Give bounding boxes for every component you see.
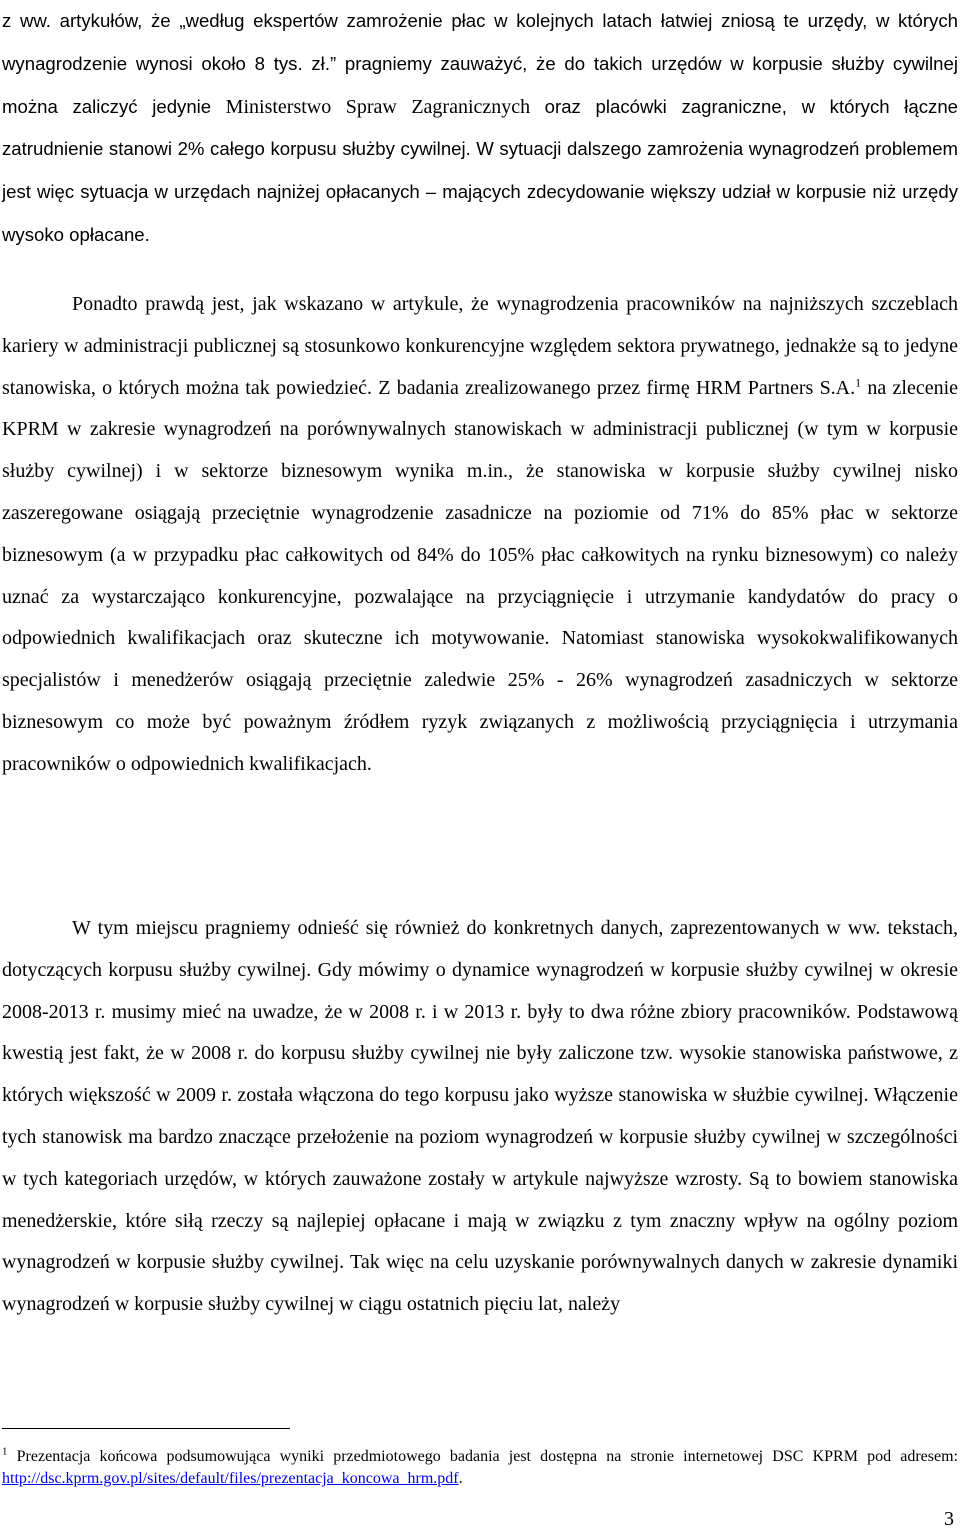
footnote-after-link: .	[458, 1470, 463, 1487]
footnote-separator	[2, 1428, 290, 1429]
paragraph-3	[2, 908, 958, 1326]
footnote-link[interactable]: http://dsc.kprm.gov.pl/sites/default/files/prezentacja_koncowa_hrm.pdf	[2, 1470, 459, 1487]
footnote-marker: 1	[2, 1445, 8, 1458]
footnote-reference: 1	[855, 374, 862, 389]
paragraph-1-continued: oraz placówki zagraniczne, w których łączne zatrudnienie stanowi 2% całego korpusu służby cywilnej.	[2, 95, 959, 160]
footnote	[2, 1446, 958, 1490]
paragraph-2	[2, 284, 958, 786]
paragraph-2-before-footnote: Ponadto prawdą jest, jak wskazano w artykule, że wynagrodzenia pracowników na najniższych szczeblach kariery w administracji publicznej są stosunkowo konkurencyjne względem sektora prywatnego, jednakże są to jedyne stanowiska, o których można tak powiedzieć. Z badania zrealizowanego przez firmę HRM Partners S.A.	[2, 293, 958, 399]
page-number: 3	[944, 1508, 954, 1530]
paragraph-1-end: W sytuacji dalszego zamrożenia wynagrodzeń problemem jest więc sytuacja w urzędach najniżej opłacanych – mających zdecydowanie większy udział w korpusie niż urzędy wysoko opłacane.	[2, 138, 959, 245]
paragraph-2-after-footnote: na zlecenie KPRM w zakresie wynagrodzeń na porównywalnych stanowiskach w administracji publicznej (w tym w korpusie służby cywilnej) i w sektorze biznesowym wynika m.in., że stanowiska w korpusie służby cywilnej nisko zaszeregowane osiągają przeciętnie wynagrodzenie zasadnicze na poziomie od 71% do 85% płac w sektorze biznesowym (a w przypadku płac całkowitych od 84% do 105% płac całkowitych na rynku biznesowym) co należy uznać za wystarczająco konkurencyjne, pozwalające na przyciągnięcie i utrzymanie kandydatów do pracy o odpowiednich kwalifikacjach oraz skuteczne ich motywowanie. Natomiast stanowiska wysokokwalifikowanych specjalistów i menedżerów osiągają przeciętnie zaledwie 25% - 26% wynagrodzeń zasadniczych w sektorze biznesowym co może być poważnym źródłem ryzyk związanych z możliwością przyciągnięcia i utrzymania pracowników o odpowiednich kwalifikacjach.	[2, 376, 959, 775]
paragraph-3-text: W tym miejscu pragniemy odnieść się również do konkretnych danych, zaprezentowanych w ww. tekstach, dotyczących korpusu służby cywilnej. Gdy mówimy o dynamice wynagrodzeń w korpusie służby cywilnej w okresie 2008-2013 r. musimy mieć na uwadze, że w 2008 r. i w 2013 r. były to dwa różne zbiory pracowników. Podstawową kwestią jest fakt, że w 2008 r. do korpusu służby cywilnej nie były zaliczone tzw. wysokie stanowiska państwowe, z których większość w 2009 r. została włączona do tego korpusu jako wyższe stanowiska w służbie cywilnej. Włączenie tych stanowisk ma bardzo znaczące przełożenie na poziom wynagrodzeń w korpusie służby cywilnej w szczególności w tych kategoriach urzędów, w których zauważone zostały w artykule najwyższe wzrosty. Są to bowiem stanowiska menedżerskie, które siłą rzeczy są najlepiej opłacane i mają w związku z tym znaczny wpływ na ogólny poziom wynagrodzeń w korpusie służby cywilnej. Tak więc na celu uzyskanie porównywalnych danych w zakresie dynamiki wynagrodzeń w korpusie służby cywilnej w ciągu ostatnich pięciu lat, należy	[2, 917, 958, 1316]
paragraph-1-intro: z ww. artykułów, że „według ekspertów zamrożenie płac w kolejnych latach łatwiej zniosą te urzędy, w których wynagrodzenie wynosi około 8 tys. zł.” pragniemy zauważyć, że do takich urzędów w korpusie służby cywilnej można zaliczyć jedynie	[2, 10, 958, 117]
paragraph-1	[2, 0, 958, 257]
paragraph-1-ministry: Ministerstwo Spraw Zagranicznych	[225, 95, 531, 118]
footnote-text: Prezentacja końcowa podsumowująca wyniki przedmiotowego badania jest dostępna na stronie internetowej DSC KPRM pod adresem:	[7, 1448, 958, 1465]
